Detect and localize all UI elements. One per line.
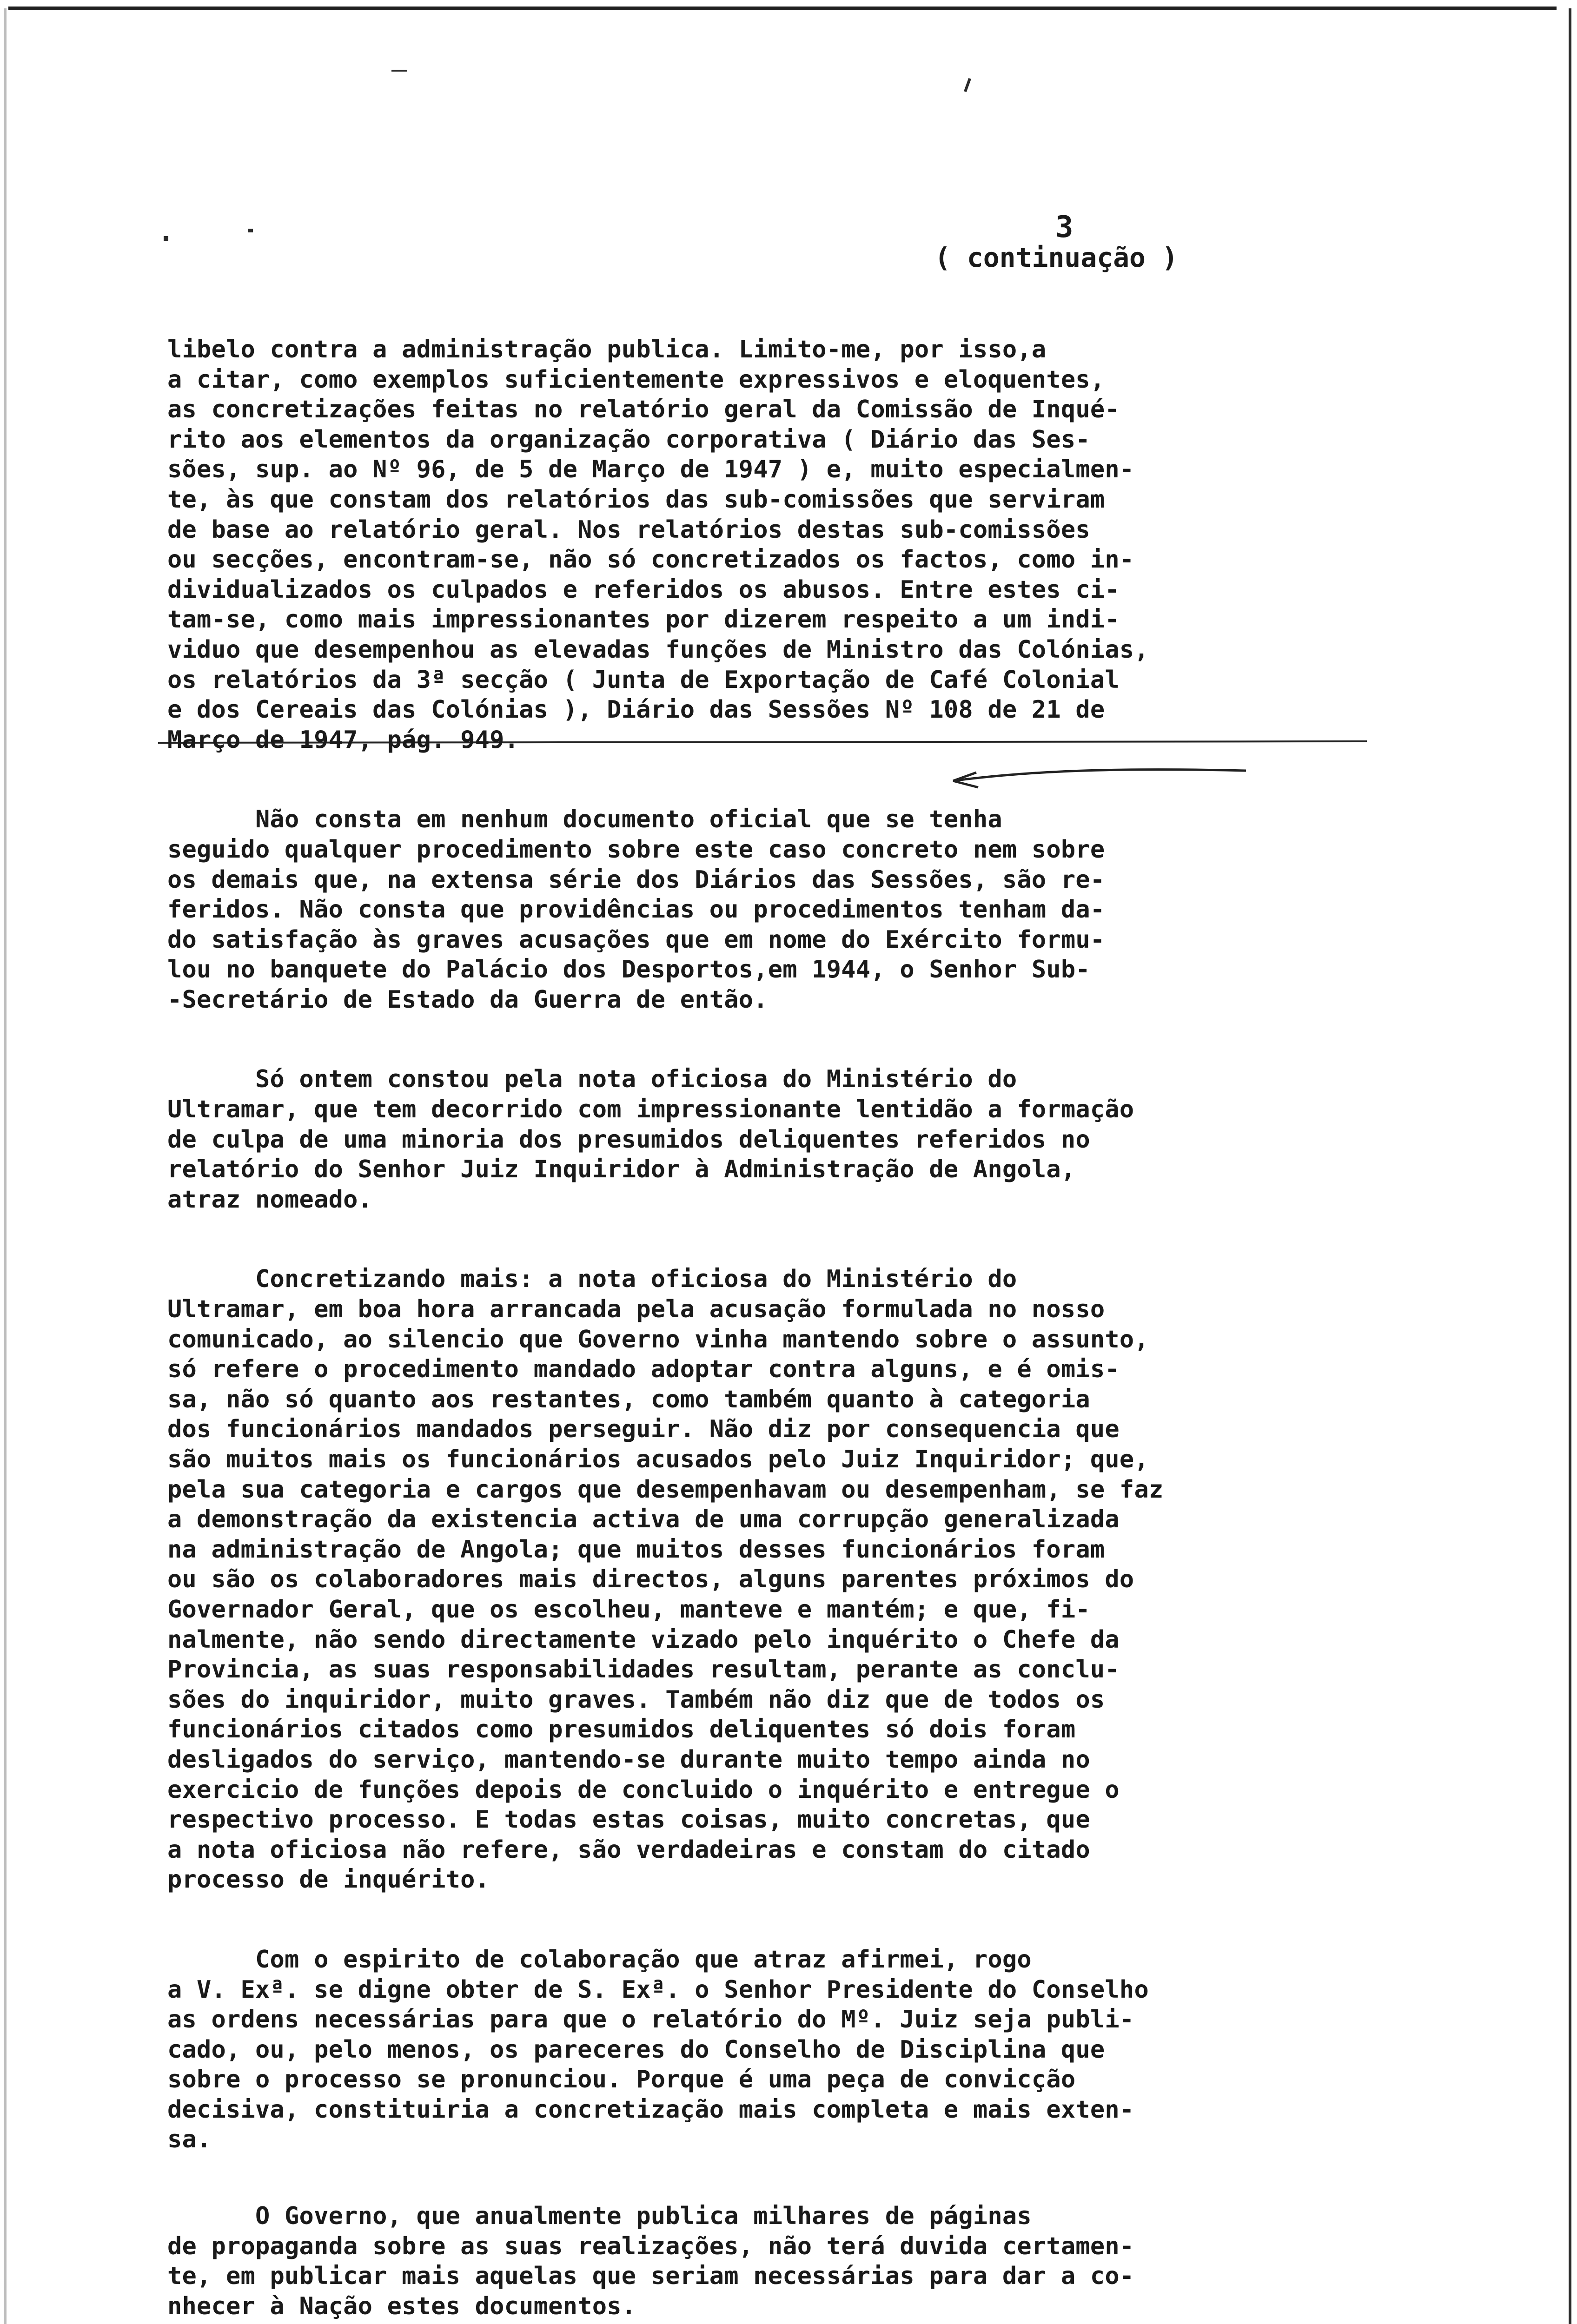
text-line: sa. xyxy=(167,2126,212,2154)
text-line: de base ao relatório geral. Nos relatórios destas sub-comissões xyxy=(167,515,1090,544)
text-line: de propaganda sobre as suas realizações, não terá duvida certamen- xyxy=(167,2232,1134,2260)
text-line: exercicio de funções depois de concluido o inquérito e entregue o xyxy=(167,1776,1120,1804)
text-line: Não consta em nenhum documento oficial que se tenha xyxy=(167,805,1002,834)
text-line: Com o espirito de colaboração que atraz afirmei, rogo xyxy=(167,1945,1032,1974)
text-line: relatório do Senhor Juiz Inquiridor à Administração de Angola, xyxy=(167,1155,1076,1184)
text-line: te, às que constam dos relatórios das sub-comissões que serviram xyxy=(167,485,1105,514)
text-line: funcionários citados como presumidos deliquentes só dois foram xyxy=(167,1716,1076,1744)
text-line: só refere o procedimento mandado adoptar contra alguns, e é omis- xyxy=(167,1355,1120,1384)
text-line: do satisfação às graves acusações que em nome do Exército formu- xyxy=(167,925,1105,954)
text-line: decisiva, constituiria a concretização mais completa e mais exten- xyxy=(167,2095,1134,2124)
text-line: a V. Exª. se digne obter de S. Exª. o Senhor Presidente do Conselho xyxy=(167,1975,1149,2004)
text-line: cado, ou, pelo menos, os pareceres do Conselho de Disciplina que xyxy=(167,2035,1105,2064)
text-line: dividualizados os culpados e referidos os abusos. Entre estes ci- xyxy=(167,575,1120,604)
text-line: feridos. Não consta que providências ou procedimentos tenham da- xyxy=(167,896,1105,924)
text-line: na administração de Angola; que muitos desses funcionários foram xyxy=(167,1535,1105,1564)
text-line: -Secretário de Estado da Guerra de então. xyxy=(167,985,768,1014)
page-top-edge xyxy=(8,7,1557,10)
text-line: a citar, como exemplos suficientemente expressivos e eloquentes, xyxy=(167,365,1105,394)
page-number: 3 xyxy=(1055,210,1073,244)
text-line: desligados do serviço, mantendo-se durante muito tempo ainda no xyxy=(167,1745,1090,1774)
text-line: ou são os colaboradores mais directos, alguns parentes próximos do xyxy=(167,1565,1134,1594)
text-line: atraz nomeado. xyxy=(167,1185,373,1214)
page-left-edge xyxy=(4,8,7,2324)
text-line: sobre o processo se pronunciou. Porque é uma peça de convicção xyxy=(167,2066,1076,2094)
scan-speck xyxy=(964,78,971,92)
paragraph xyxy=(167,335,1423,755)
text-line: pela sua categoria e cargos que desempenhavam ou desempenham, se faz xyxy=(167,1475,1164,1504)
paragraph-gap xyxy=(167,1215,1423,1264)
scan-speck xyxy=(391,70,407,72)
paragraph-gap xyxy=(167,755,1423,805)
text-line: respectivo processo. E todas estas coisas, muito concretas, que xyxy=(167,1806,1090,1834)
text-line: O Governo, que anualmente publica milhares de páginas xyxy=(167,2202,1032,2231)
paragraph-gap xyxy=(167,2155,1423,2201)
text-line: Só ontem constou pela nota oficiosa do Ministério do xyxy=(167,1065,1017,1094)
scan-speck xyxy=(164,236,168,241)
text-line: viduo que desempenhou as elevadas funções de Ministro das Colónias, xyxy=(167,635,1149,664)
paragraph-gap xyxy=(167,1895,1423,1945)
text-line: Governador Geral, que os escolheu, manteve e mantém; e que, fi- xyxy=(167,1595,1090,1624)
text-line: sa, não só quanto aos restantes, como também quanto à categoria xyxy=(167,1385,1090,1413)
text-line: seguido qualquer procedimento sobre este caso concreto nem sobre xyxy=(167,835,1105,864)
letter-body xyxy=(167,335,1423,2321)
scan-speck xyxy=(248,229,253,232)
text-line: Ultramar, em boa hora arrancada pela acusação formulada no nosso xyxy=(167,1295,1105,1324)
text-line: comunicado, ao silencio que Governo vinha mantendo sobre o assunto, xyxy=(167,1325,1149,1353)
text-line: rito aos elementos da organização corporativa ( Diário das Ses- xyxy=(167,425,1090,454)
text-line: nalmente, não sendo directamente vizado pelo inquérito o Chefe da xyxy=(167,1625,1120,1654)
text-line: sões do inquiridor, muito graves. Também não diz que de todos os xyxy=(167,1685,1105,1714)
text-line: a nota oficiosa não refere, são verdadeiras e constam do citado xyxy=(167,1835,1090,1864)
text-line: dos funcionários mandados perseguir. Não diz por consequencia que xyxy=(167,1415,1120,1444)
paragraph xyxy=(167,1064,1423,1215)
text-line: processo de inquérito. xyxy=(167,1866,490,1894)
text-line: a demonstração da existencia activa de uma corrupção generalizada xyxy=(167,1505,1120,1534)
text-line: Ultramar, que tem decorrido com impressionante lentidão a formação xyxy=(167,1096,1134,1124)
paragraph xyxy=(167,805,1423,1015)
text-line: lou no banquete do Palácio dos Desportos,em 1944, o Senhor Sub- xyxy=(167,956,1090,984)
paragraph xyxy=(167,2201,1423,2321)
text-line: Março de 1947, pág. 949. xyxy=(167,726,519,754)
paragraph xyxy=(167,1945,1423,2155)
page-right-edge xyxy=(1569,8,1571,2324)
paragraph-gap xyxy=(167,1015,1423,1064)
text-line: nhecer à Nação estes documentos. xyxy=(167,2292,636,2320)
text-line: e dos Cereais das Colónias ), Diário das Sessões Nº 108 de 21 de xyxy=(167,696,1105,724)
text-line: as ordens necessárias para que o relatório do Mº. Juiz seja publi- xyxy=(167,2006,1134,2034)
text-line: tam-se, como mais impressionantes por dizerem respeito a um indi- xyxy=(167,606,1120,634)
paragraph xyxy=(167,1264,1423,1895)
continuation-label: ( continuação ) xyxy=(934,242,1178,273)
text-line: te, em publicar mais aquelas que seriam necessárias para dar a co- xyxy=(167,2262,1134,2291)
text-line: os demais que, na extensa série dos Diários das Sessões, são re- xyxy=(167,865,1105,894)
text-line: libelo contra a administração publica. Limito-me, por isso,a xyxy=(167,336,1047,363)
text-line: ou secções, encontram-se, não só concretizados os factos, como in- xyxy=(167,546,1134,574)
text-line: Provincia, as suas responsabilidades resultam, perante as conclu- xyxy=(167,1656,1120,1684)
text-line: as concretizações feitas no relatório geral da Comissão de Inqué- xyxy=(167,396,1120,424)
text-line: sões, sup. ao Nº 96, de 5 de Março de 1947 ) e, muito especialmen- xyxy=(167,456,1134,484)
text-line: os relatórios da 3ª secção ( Junta de Exportação de Café Colonial xyxy=(167,666,1120,694)
text-line: de culpa de uma minoria dos presumidos deliquentes referidos no xyxy=(167,1125,1090,1154)
text-line: Concretizando mais: a nota oficiosa do Ministério do xyxy=(167,1265,1017,1294)
text-line: são muitos mais os funcionários acusados pelo Juiz Inquiridor; que, xyxy=(167,1446,1149,1473)
